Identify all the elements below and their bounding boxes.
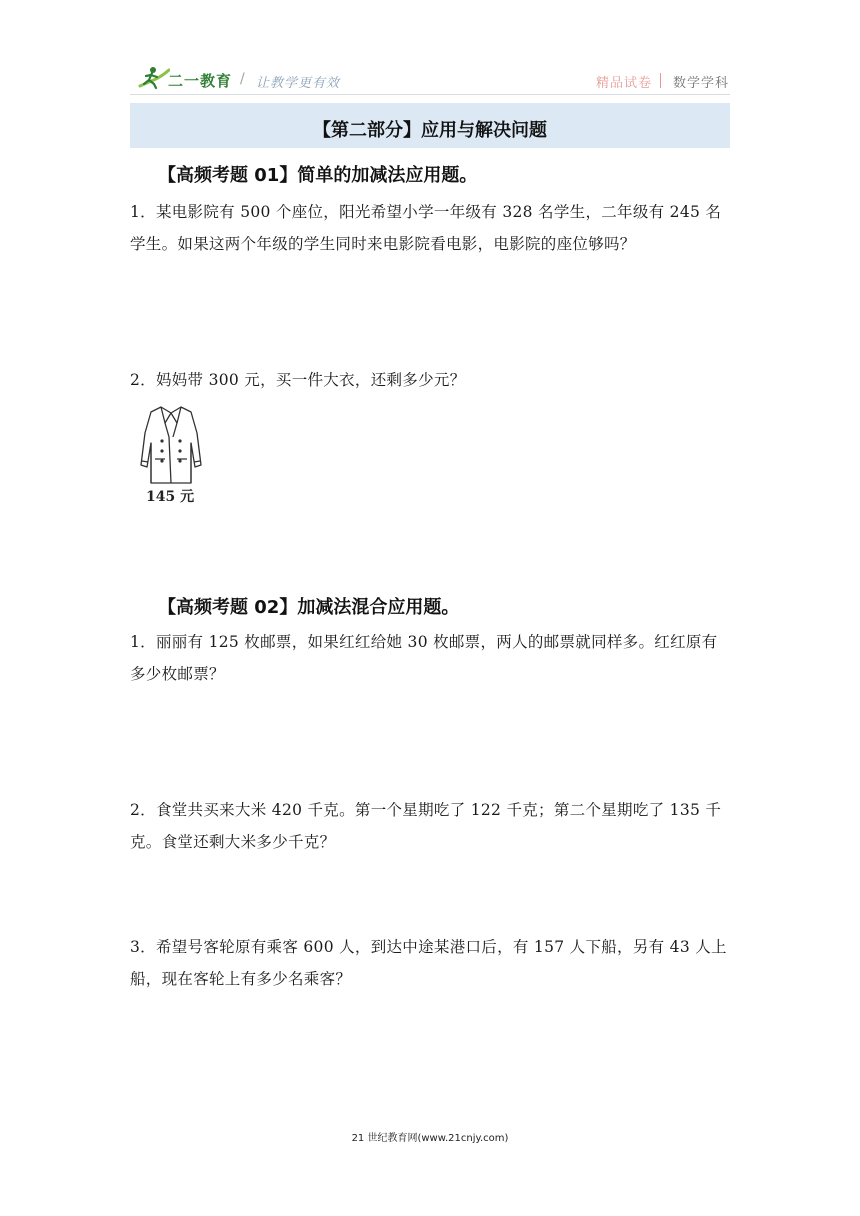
topic2-question-1: 1．丽丽有 125 枚邮票，如果红红给她 30 枚邮票，两人的邮票就同样多。红红原有多少枚邮票？ (130, 633, 718, 683)
logo-running-figure-icon (136, 66, 170, 90)
topic1-question-1: 1．某电影院有 500 个座位，阳光希望小学一年级有 328 名学生，二年级有 245 名学生。如果这两个年级的学生同时来电影院看电影，电影院的座位够吗？ (130, 203, 722, 253)
coat-price: 145 元 (146, 489, 195, 505)
topic2-question-2: 2．食堂共买来大米 420 千克。第一个星期吃了 122 千克；第二个星期吃了 135 千克。食堂还剩大米多少千克？ (130, 801, 722, 851)
logo-text: 二一教育 (168, 72, 233, 90)
coat-illustration (135, 403, 207, 485)
page-footer: 21 世纪教育网(www.21cnjy.com) (351, 1133, 509, 1144)
slogan: 让教学更有效 (256, 76, 341, 91)
topic1-question-2: 2．妈妈带 300 元，买一件大衣，还剩多少元？ (130, 371, 466, 389)
tag-subject: 数学学科 (673, 76, 730, 91)
topic2-question-3: 3．希望号客轮原有乘客 600 人，到达中途某港口后，有 157 人下船，另有 43 人上船，现在客轮上有多少名乘客？ (130, 938, 727, 988)
section-title: 【第二部分】应用与解决问题 (313, 120, 547, 141)
header-divider (130, 94, 730, 95)
topic1-title: 【高频考题 01】简单的加减法应用题。 (158, 165, 478, 186)
tag-divider (660, 73, 661, 88)
tag-quality: 精品试卷 (596, 76, 653, 91)
logo-separator: / (240, 71, 245, 87)
topic2-title: 【高频考题 02】加减法混合应用题。 (158, 597, 460, 618)
